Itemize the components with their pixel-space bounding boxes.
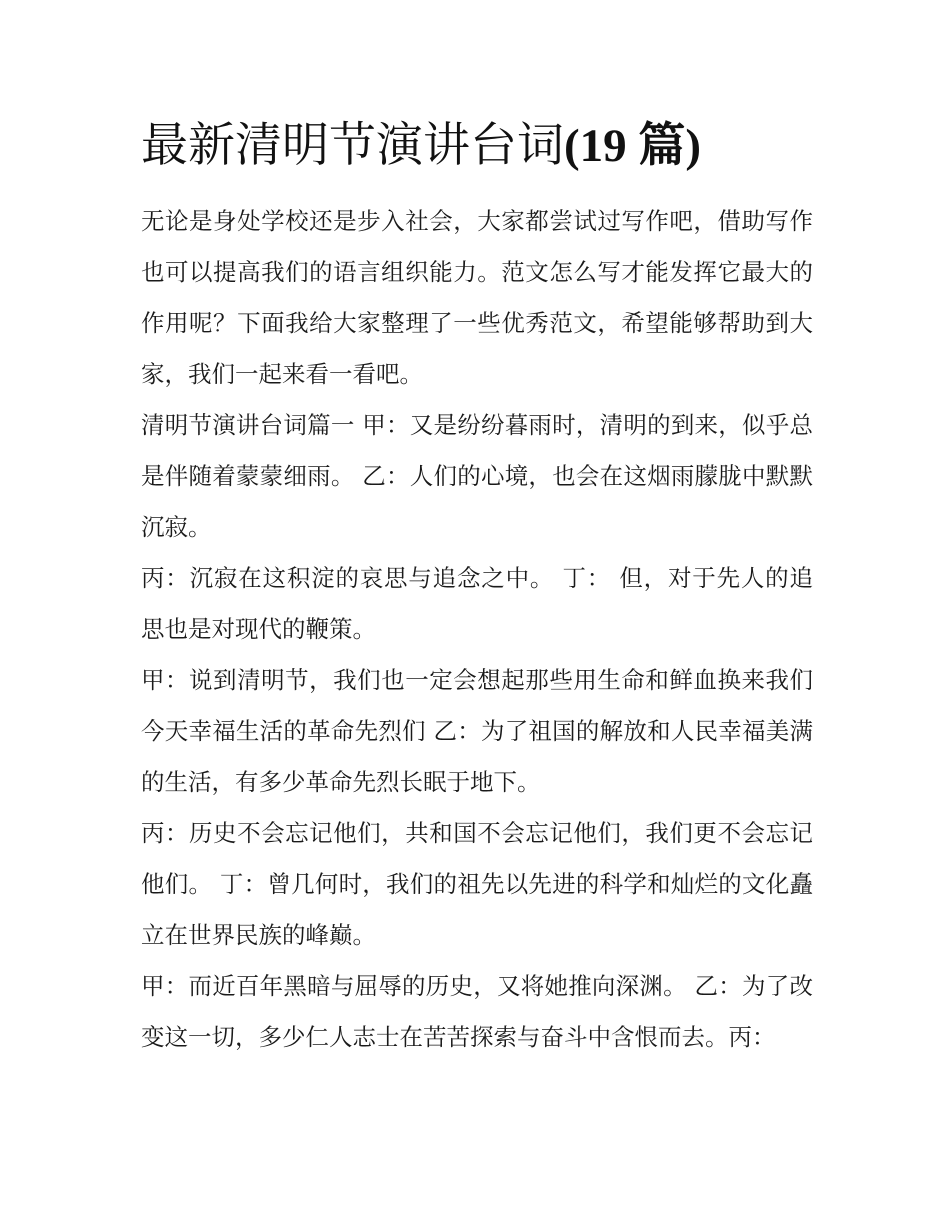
body-paragraph: 丙：历史不会忘记他们，共和国不会忘记他们，我们更不会忘记他们。 丁：曾几何时，我们的祖先以先进的科学和灿烂的文化矗立在世界民族的峰巅。	[141, 819, 813, 949]
body-paragraph: 甲：而近百年黑暗与屈辱的历史，又将她推向深渊。 乙：为了改变这一切，多少仁人志士在苦苦探索与奋斗中含恨而去。丙：	[141, 972, 813, 1051]
intro-paragraph: 无论是身处学校还是步入社会，大家都尝试过写作吧，借助写作也可以提高我们的语言组织能力。范文怎么写才能发挥它最大的作用呢？下面我给大家整理了一些优秀范文，希望能够帮助到大家，我们一起来看一看吧。	[141, 207, 813, 388]
body-paragraph: 清明节演讲台词篇一 甲：又是纷纷暮雨时，清明的到来，似乎总是伴随着蒙蒙细雨。 乙：人们的心境，也会在这烟雨朦胧中默默沉寂。	[141, 411, 813, 541]
document-body	[141, 110, 813, 1063]
title-count: (19 篇)	[564, 120, 702, 172]
title-text: 最新清明节演讲台词	[141, 118, 564, 173]
body-paragraph: 丙：沉寂在这积淀的哀思与追念之中。 丁： 但，对于先人的追思也是对现代的鞭策。	[141, 564, 813, 643]
page-title	[141, 110, 813, 182]
body-paragraph: 甲：说到清明节，我们也一定会想起那些用生命和鲜血换来我们今天幸福生活的革命先烈们 乙：为了祖国的解放和人民幸福美满的生活，有多少革命先烈长眠于地下。	[141, 666, 813, 796]
